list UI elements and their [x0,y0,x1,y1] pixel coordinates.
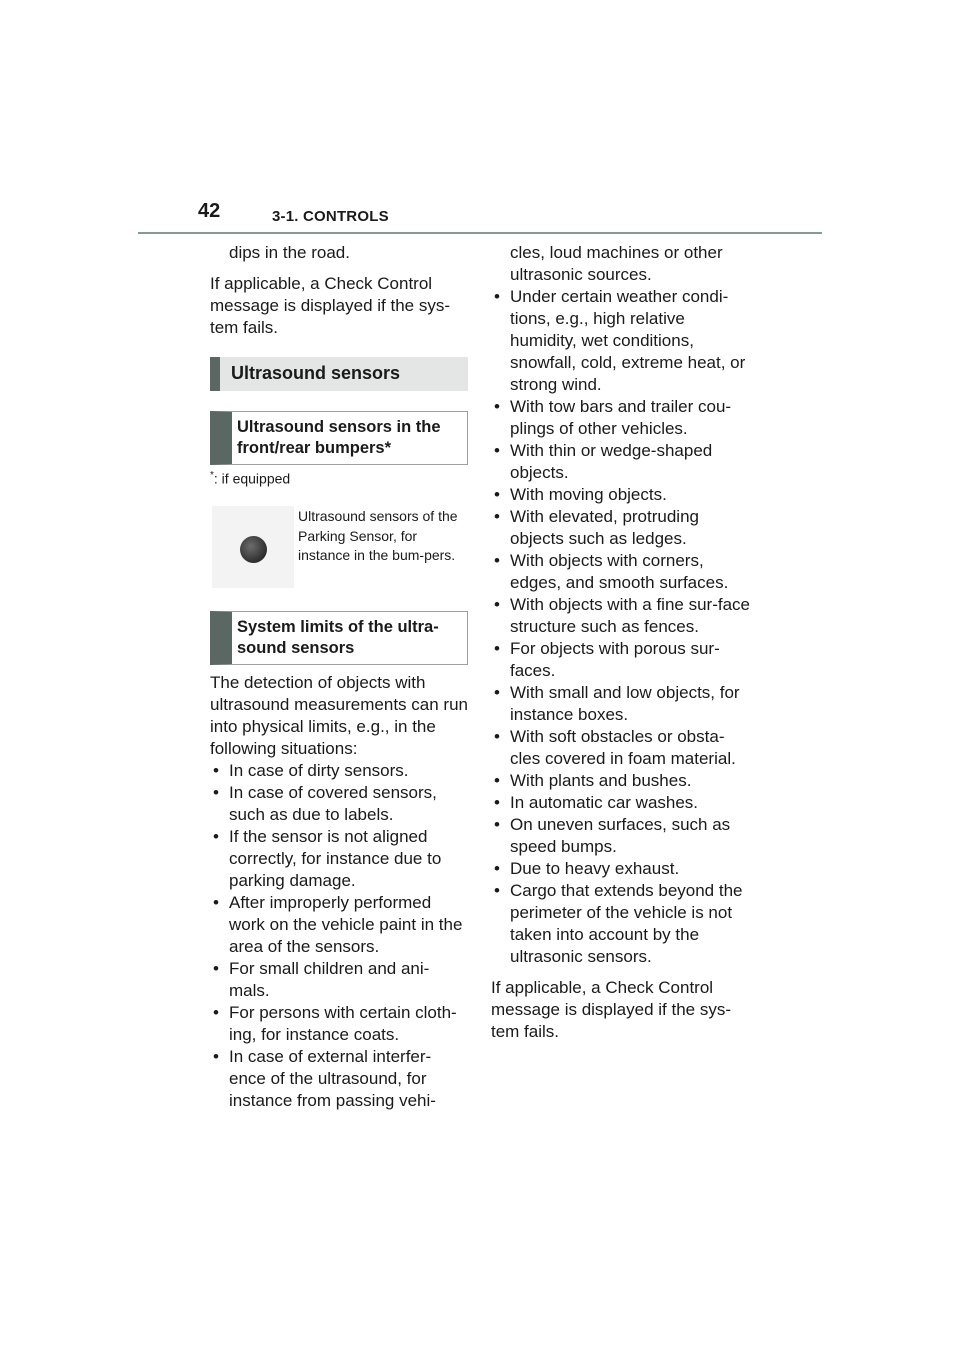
continued-text: dips in the road. [229,243,350,262]
header-divider [138,232,822,234]
list-item: • With moving objects. [491,484,753,506]
list-item: • In automatic car washes. [491,792,753,814]
subheading-label: Ultrasound sensors in the front/rear bumpers* [237,418,441,457]
list-item: • In case of covered sensors, such as due to labels. [210,782,468,826]
image-caption: Ultrasound sensors of the Parking Sensor, for instance in the bum-pers. [298,508,458,563]
left-column-limits [210,672,468,1112]
list-item: • If the sensor is not aligned correctly, for instance due to parking damage. [210,826,468,892]
list-item: • Due to heavy exhaust. [491,858,753,880]
list-item: • In case of dirty sensors. [210,760,468,782]
list-item: • With plants and bushes. [491,770,753,792]
left-column-top [210,242,468,339]
page-number: 42 [198,200,221,222]
list-item: • For small children and ani-mals. [210,958,468,1002]
footnote-mark: * [210,470,214,481]
check-control-text: If applicable, a Check Control message is displayed if the sys-tem fails. [210,274,450,337]
list-item: • With elevated, protruding objects such as ledges. [491,506,753,550]
subheading-label: System limits of the ultra-sound sensors [237,618,439,657]
section-heading-ultrasound [210,357,468,391]
list-item: • In case of external interfer-ence of the ultrasound, for instance from passing vehi- [210,1046,468,1112]
list-item: • With small and low objects, for instance boxes. [491,682,753,726]
list-item: • With objects with corners, edges, and smooth surfaces. [491,550,753,594]
list-item: • With objects with a fine sur-face structure such as fences. [491,594,753,638]
list-item: • With thin or wedge-shaped objects. [491,440,753,484]
list-item: • Cargo that extends beyond the perimeter of the vehicle is not taken into account by the ultrasonic sensors. [491,880,753,968]
list-item: • For objects with porous sur-faces. [491,638,753,682]
subheading-system-limits [210,611,468,665]
footnote [210,470,290,487]
list-item: • Under certain weather condi-tions, e.g., high relative humidity, wet conditions, snowfall, cold, extreme heat, or strong wind. [491,286,753,396]
continued-text: cles, loud machines or other ultrasonic sources. [510,243,723,284]
list-item: • With soft obstacles or obsta-cles covered in foam material. [491,726,753,770]
right-column [491,242,753,1043]
check-control-text: If applicable, a Check Control message is displayed if the sys-tem fails. [491,978,731,1041]
list-item: • After improperly performed work on the vehicle paint in the area of the sensors. [210,892,468,958]
limits-list-right [491,286,753,968]
footnote-text: : if equipped [213,470,291,487]
ultrasound-sensor-image [212,506,294,588]
list-item: • With tow bars and trailer cou-plings of other vehicles. [491,396,753,440]
list-item: • For persons with certain cloth-ing, for instance coats. [210,1002,468,1046]
subheading-sensors-bumpers [210,411,468,465]
list-item: • On uneven surfaces, such as speed bumps. [491,814,753,858]
heading-label: Ultrasound sensors [231,363,401,383]
limits-list-left [210,760,468,1112]
limits-intro: The detection of objects with ultrasound measurements can run into physical limits, e.g., in the following situations: [210,673,468,758]
sensor-icon [240,536,267,563]
section-title: 3-1. CONTROLS [272,208,389,225]
